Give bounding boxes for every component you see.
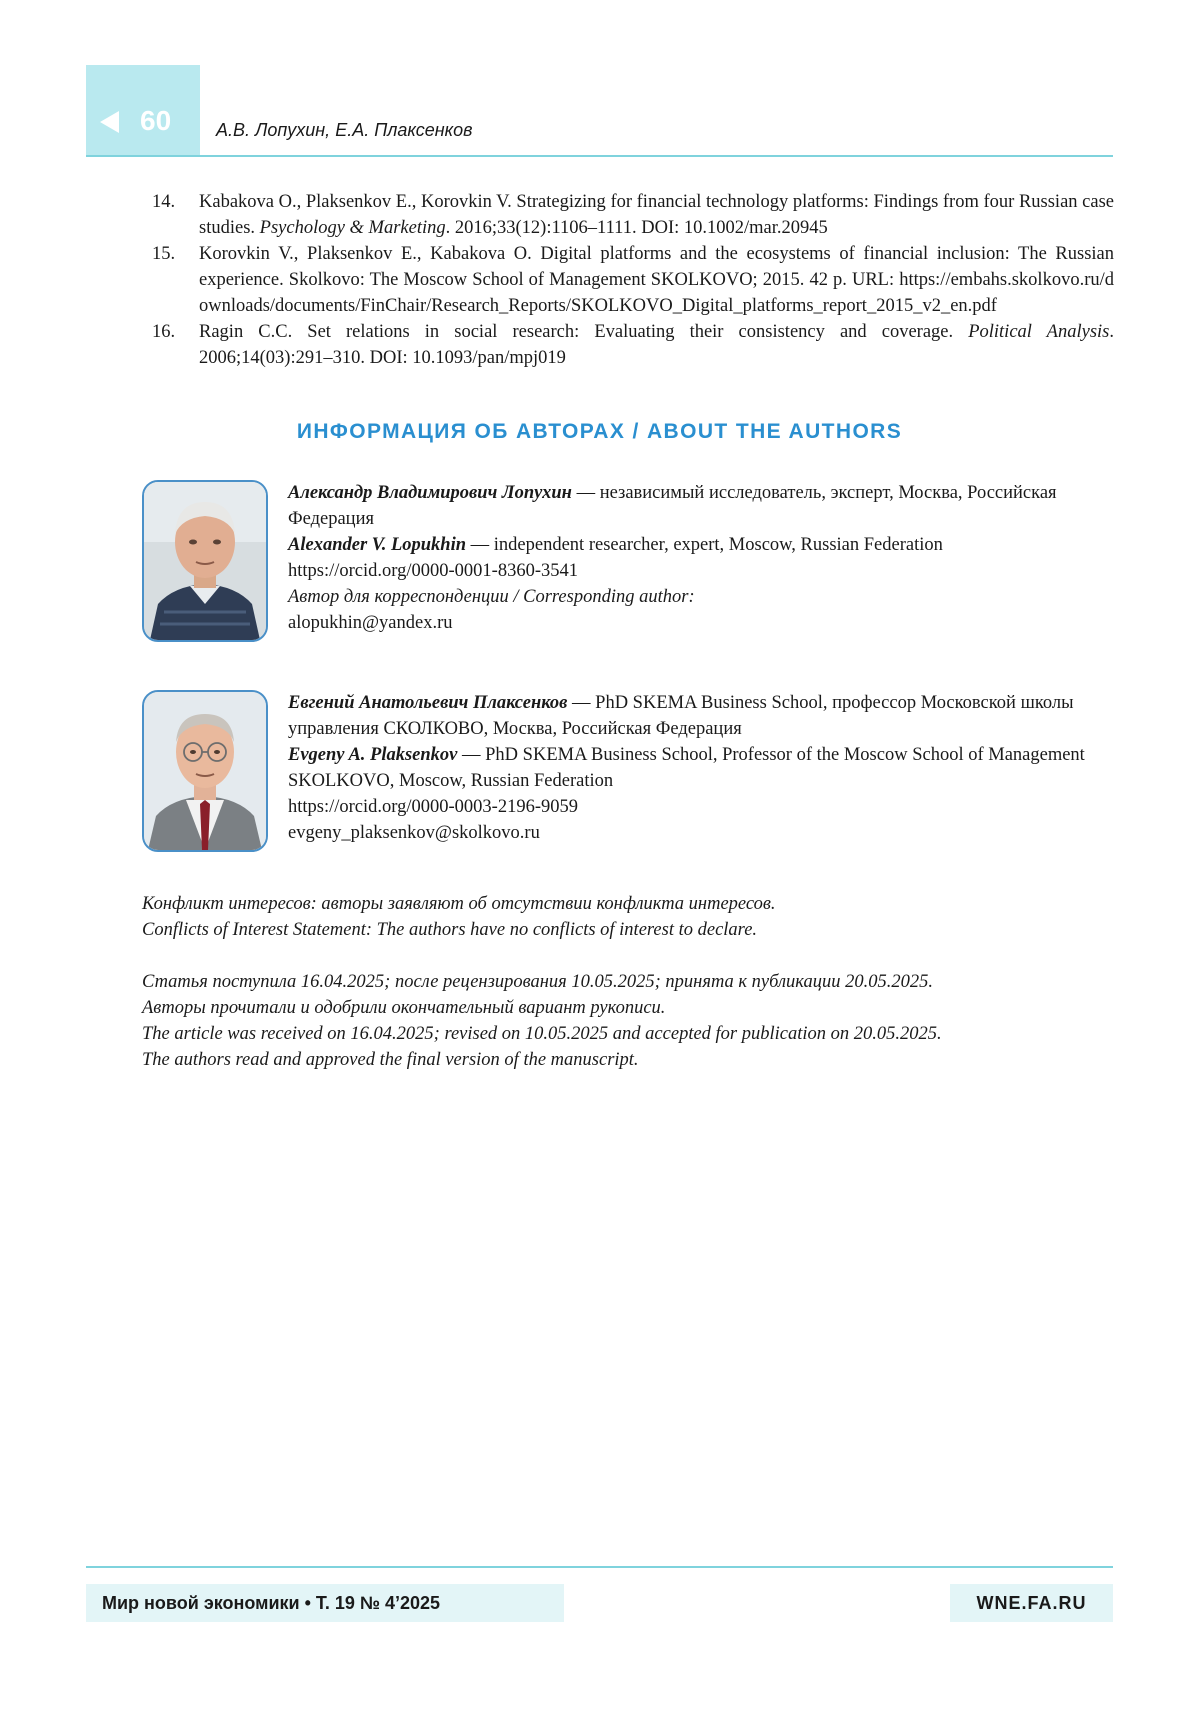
page-number: 60	[140, 105, 172, 136]
author-email-link[interactable]: evgeny_plaksenkov@skolkovo.ru	[288, 823, 540, 843]
author-en-line	[288, 742, 1114, 794]
conflict-statement-ru: Конфликт интересов: авторы заявляют об отсутствии конфликта интересов.	[142, 894, 776, 914]
author-info	[288, 690, 1114, 846]
author-portrait-image	[144, 692, 266, 850]
journal-name: Political Analysis	[968, 322, 1110, 342]
author-orcid-link[interactable]: https://orcid.org/0000-0003-2196-9059	[288, 797, 578, 817]
reference-item	[152, 241, 1114, 319]
page-number-tab	[86, 65, 200, 155]
author-portrait-image	[144, 482, 266, 640]
reference-number: 16.	[152, 322, 176, 342]
author-ru-line	[288, 690, 1114, 742]
author-name-ru: Александр Владимирович Лопухин	[288, 483, 572, 503]
author-info	[288, 480, 1114, 636]
previous-page-arrow-icon[interactable]	[100, 111, 119, 133]
author-orcid-link[interactable]: https://orcid.org/0000-0001-8360-3541	[288, 561, 578, 581]
journal-footer-title: Мир новой экономики • Т. 19 № 4’2025	[86, 1584, 564, 1622]
approval-statement-en: The authors read and approved the final version of the manuscript.	[142, 1050, 639, 1070]
running-head: А.В. Лопухин, Е.А. Плаксенков	[216, 120, 473, 140]
author-desc-en: — PhD SKEMA Business School, Professor of the Moscow School of Management SKOLKOVO, Moscow, Russian Federation	[288, 745, 1085, 791]
article-history-ru: Статья поступила 16.04.2025; после рецензирования 10.05.2025; принята к публикации 20.05.2025.	[142, 972, 933, 992]
corresponding-author-label: Автор для корреспонденции / Corresponding author:	[288, 587, 695, 607]
approval-statement-ru: Авторы прочитали и одобрили окончательный вариант рукописи.	[142, 998, 666, 1018]
author-ru-line	[288, 480, 1114, 532]
reference-item	[152, 319, 1114, 371]
reference-number: 14.	[152, 192, 176, 212]
footer-divider	[86, 1566, 1113, 1568]
reference-item	[152, 189, 1114, 241]
authors-section-title: ИНФОРМАЦИЯ ОБ АВТОРАХ / ABOUT THE AUTHORS	[296, 420, 903, 443]
reference-text: Korovkin V., Plaksenkov E., Kabakova O. Digital platforms and the ecosystems of financial inclusion: The Russian experience. Skolkovo: The Moscow School of Management SKOLKOVO; 2015. 42 p. URL: https://embahs.skolkovo.ru/downloads/documents/FinChair/Research_Reports/SKOLKOVO_Digital_platforms_report_2015_v2_en.pdf	[199, 244, 1114, 316]
conflict-statement-en: Conflicts of Interest Statement: The authors have no conflicts of interest to declare.	[142, 920, 758, 940]
reference-text: Kabakova O., Plaksenkov E., Korovkin V. Strategizing for financial technology platforms: Findings from four Russian case studies. Psychology & Marketing. 2016;33(12):1106–1111. DOI: 10.1002/mar.20945	[199, 192, 1114, 238]
journal-website-link[interactable]: WNE.FA.RU	[950, 1584, 1113, 1622]
author-photo	[142, 480, 268, 642]
author-name-en: Alexander V. Lopukhin	[288, 535, 467, 555]
author-desc-ru: — независимый исследователь, эксперт, Москва, Российская Федерация	[288, 483, 1057, 529]
author-desc-ru: — PhD SKEMA Business School, профессор Московской школы управления СКОЛКОВО, Москва, Российская Федерация	[288, 693, 1074, 739]
journal-name: Psychology & Marketing	[259, 218, 446, 238]
spacer	[142, 943, 1114, 969]
author-name-en: Evgeny A. Plaksenkov	[288, 745, 458, 765]
article-history-en: The article was received on 16.04.2025; revised on 10.05.2025 and accepted for publication on 20.05.2025.	[142, 1024, 942, 1044]
author-photo	[142, 690, 268, 852]
author-email-link[interactable]: alopukhin@yandex.ru	[288, 613, 453, 633]
article-statements	[142, 891, 1114, 1073]
reference-text: Ragin C.C. Set relations in social research: Evaluating their consistency and coverage. Political Analysis. 2006;14(03):291–310. DOI: 10.1093/pan/mpj019	[199, 322, 1114, 368]
reference-list	[152, 189, 1114, 371]
author-desc-en: — independent researcher, expert, Moscow, Russian Federation	[466, 535, 943, 555]
author-name-ru: Евгений Анатольевич Плаксенков	[288, 693, 568, 713]
reference-url-link[interactable]: https://embahs.skolkovo.ru/downloads/documents/FinChair/Research_Reports/SKOLKOVO_Digital_platforms_report_2015_v2_en.pdf	[199, 270, 1114, 316]
author-en-line	[288, 532, 1114, 558]
header-divider	[86, 155, 1113, 157]
reference-number: 15.	[152, 244, 176, 264]
